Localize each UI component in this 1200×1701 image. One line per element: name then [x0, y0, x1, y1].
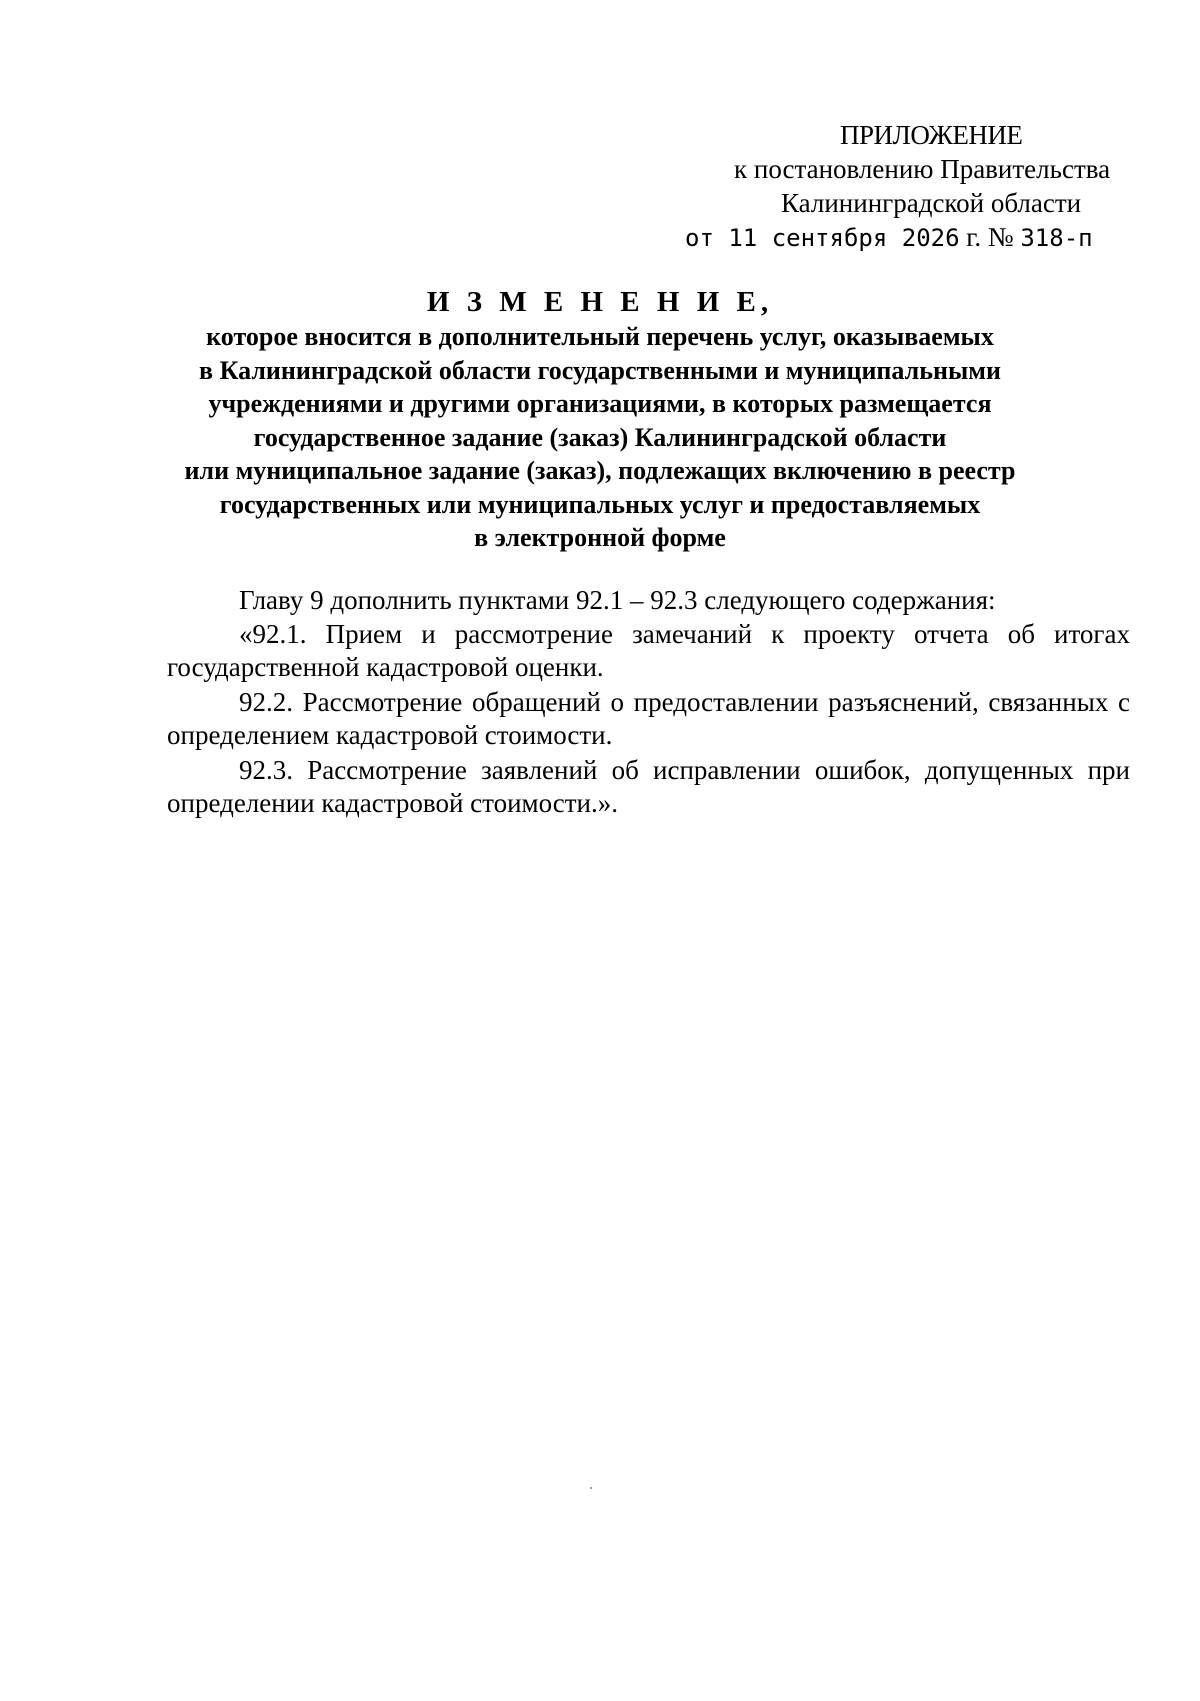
heading-line: государственных или муниципальных услуг и предоставляемых [219, 489, 981, 519]
appendix-line-region: Калининградской области [781, 188, 1082, 218]
heading-line: учреждениями и другими организациями, в которых размещается [208, 389, 992, 418]
heading-line: в электронной форме [474, 523, 726, 552]
heading-line: в Калининградской области государственными и муниципальными [199, 355, 1001, 385]
heading-line: или муниципальное задание (заказ), подлежащих включению в реестр [184, 456, 1016, 485]
appendix-date-g: г. [966, 222, 982, 252]
body-item-92-2: 92.2. Рассмотрение обращений о предоставлении разъяснений, связанных с определением кадастровой стоимости. [167, 687, 1130, 750]
heading-line: которое вносится в дополнительный перечень услуг, оказываемых [206, 322, 994, 351]
appendix-header [650, 118, 1140, 255]
document-heading [150, 284, 1050, 555]
appendix-title: ПРИЛОЖЕНИЕ [840, 120, 1023, 150]
heading-line: государственное задание (заказ) Калининградской области [253, 422, 947, 452]
appendix-line-resolution: к постановлению Правительства [734, 154, 1111, 184]
appendix-date-line [650, 220, 1140, 255]
body-intro: Главу 9 дополнить пунктами 92.1 – 92.3 следующего содержания: [239, 585, 996, 615]
appendix-number: 318-п [1020, 224, 1093, 252]
appendix-number-sign: № [987, 222, 1014, 252]
scan-speck [590, 1487, 592, 1489]
appendix-date: от 11 сентября 2026 [685, 224, 960, 252]
document-body [167, 584, 1130, 822]
heading-title: И З М Е Н Е Н И Е, [426, 286, 774, 318]
body-item-92-3: 92.3. Рассмотрение заявлений об исправлении ошибок, допущенных при определении кадастровой стоимости.». [167, 755, 1130, 818]
body-item-92-1: «92.1. Прием и рассмотрение замечаний к проекту отчета об итогах государственной кадастровой оценки. [167, 619, 1130, 682]
